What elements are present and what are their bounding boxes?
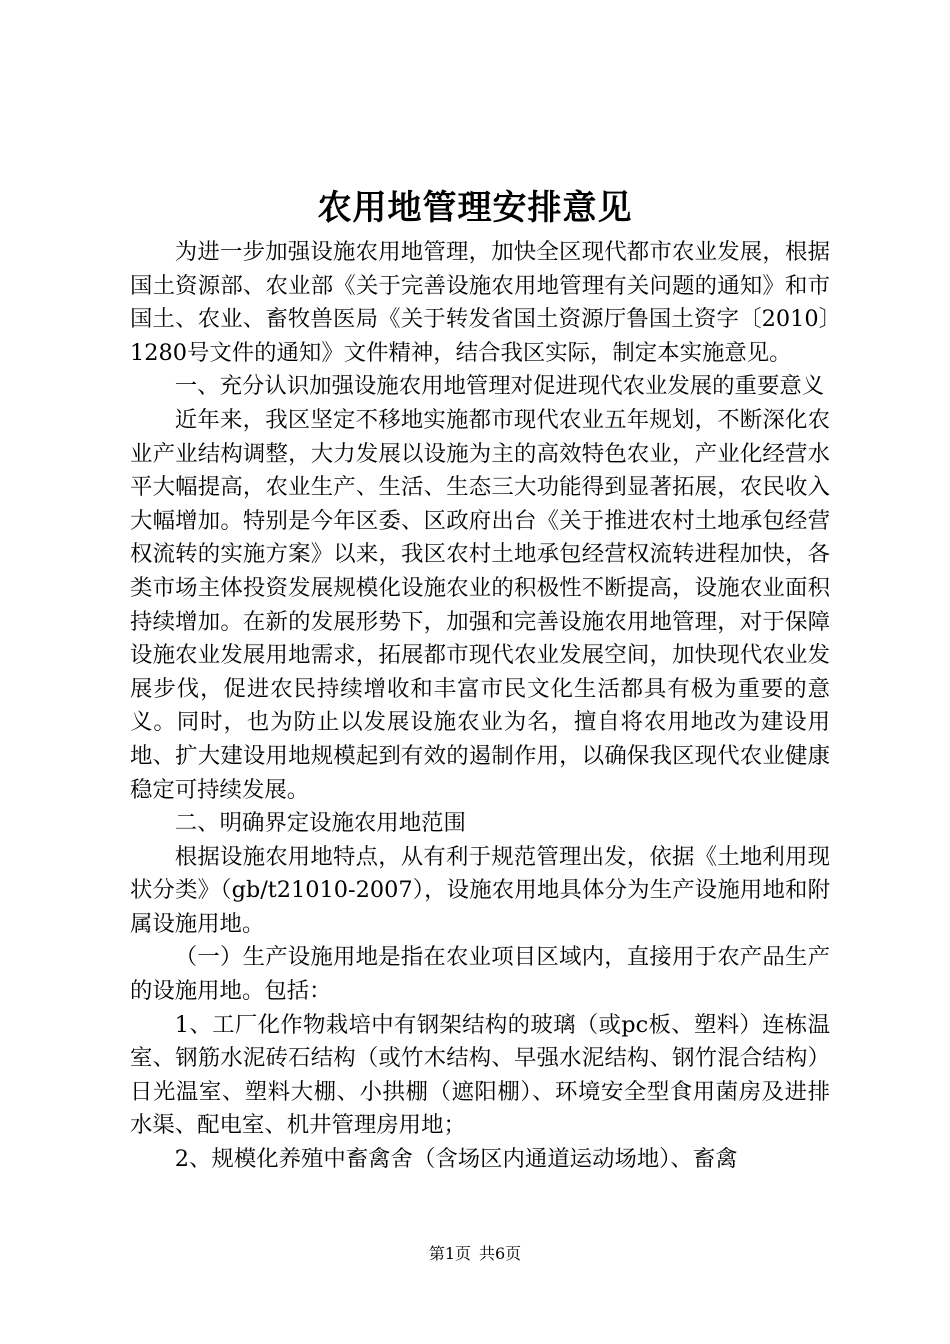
page-footer bbox=[0, 1244, 950, 1264]
page-total: 共6页 bbox=[479, 1244, 522, 1263]
document-body bbox=[130, 236, 830, 1177]
paragraph-section-1: 近年来，我区坚定不移地实施都市现代农业五年规划，不断深化农业产业结构调整，大力发展以设施为主的高效特色农业，产业化经营水平大幅提高，农业生产、生活、生态三大功能得到显著拓展，农民收入大幅增加。特别是今年区委、区政府出台《关于推进农村土地承包经营权流转的实施方案》以来，我区农村土地承包经营权流转进程加快，各类市场主体投资发展规模化设施农业的积极性不断提高，设施农业面积持续增加。在新的发展形势下，加强和完善设施农用地管理，对于保障设施农业发展用地需求，拓展都市现代农业发展空间，加快现代农业发展步伐，促进农民持续增收和丰富市民文化生活都具有极为重要的意义。同时，也为防止以发展设施农业为名，擅自将农用地改为建设用地、扩大建设用地规模起到有效的遏制作用，以确保我区现代农业健康稳定可持续发展。 bbox=[130, 406, 830, 803]
paragraph-intro: 为进一步加强设施农用地管理，加快全区现代都市农业发展，根据国土资源部、农业部《关于完善设施农用地管理有关问题的通知》和市国土、农业、畜牧兽医局《关于转发省国土资源厅鲁国土资字〔2010〕1280号文件的通知》文件精神，结合我区实际，制定本实施意见。 bbox=[130, 239, 830, 366]
list-item-2: 2、规模化养殖中畜禽舍（含场区内通道运动场地）、畜禽 bbox=[174, 1146, 738, 1173]
page-number: 第1页 bbox=[428, 1244, 471, 1263]
heading-section-1: 一、充分认识加强设施农用地管理对促进现代农业发展的重要意义 bbox=[174, 373, 825, 400]
document-title: 农用地管理安排意见 bbox=[317, 188, 633, 228]
paragraph-section-2: 根据设施农用地特点，从有利于规范管理出发，依据《土地利用现状分类》（gb/t21010-2007），设施农用地具体分为生产设施用地和附属设施用地。 bbox=[130, 843, 830, 937]
subheading-production-land: （一）生产设施用地是指在农业项目区域内，直接用于农产品生产的设施用地。包括： bbox=[130, 944, 830, 1005]
heading-section-2: 二、明确界定设施农用地范围 bbox=[174, 810, 466, 837]
list-item-1: 1、工厂化作物栽培中有钢架结构的玻璃（或pc板、塑料）连栋温室、钢筋水泥砖石结构（或竹木结构、早强水泥结构、钢竹混合结构）日光温室、塑料大棚、小拱棚（遮阳棚）、环境安全型食用菌房及进排水渠、配电室、机井管理房用地； bbox=[130, 1011, 830, 1139]
